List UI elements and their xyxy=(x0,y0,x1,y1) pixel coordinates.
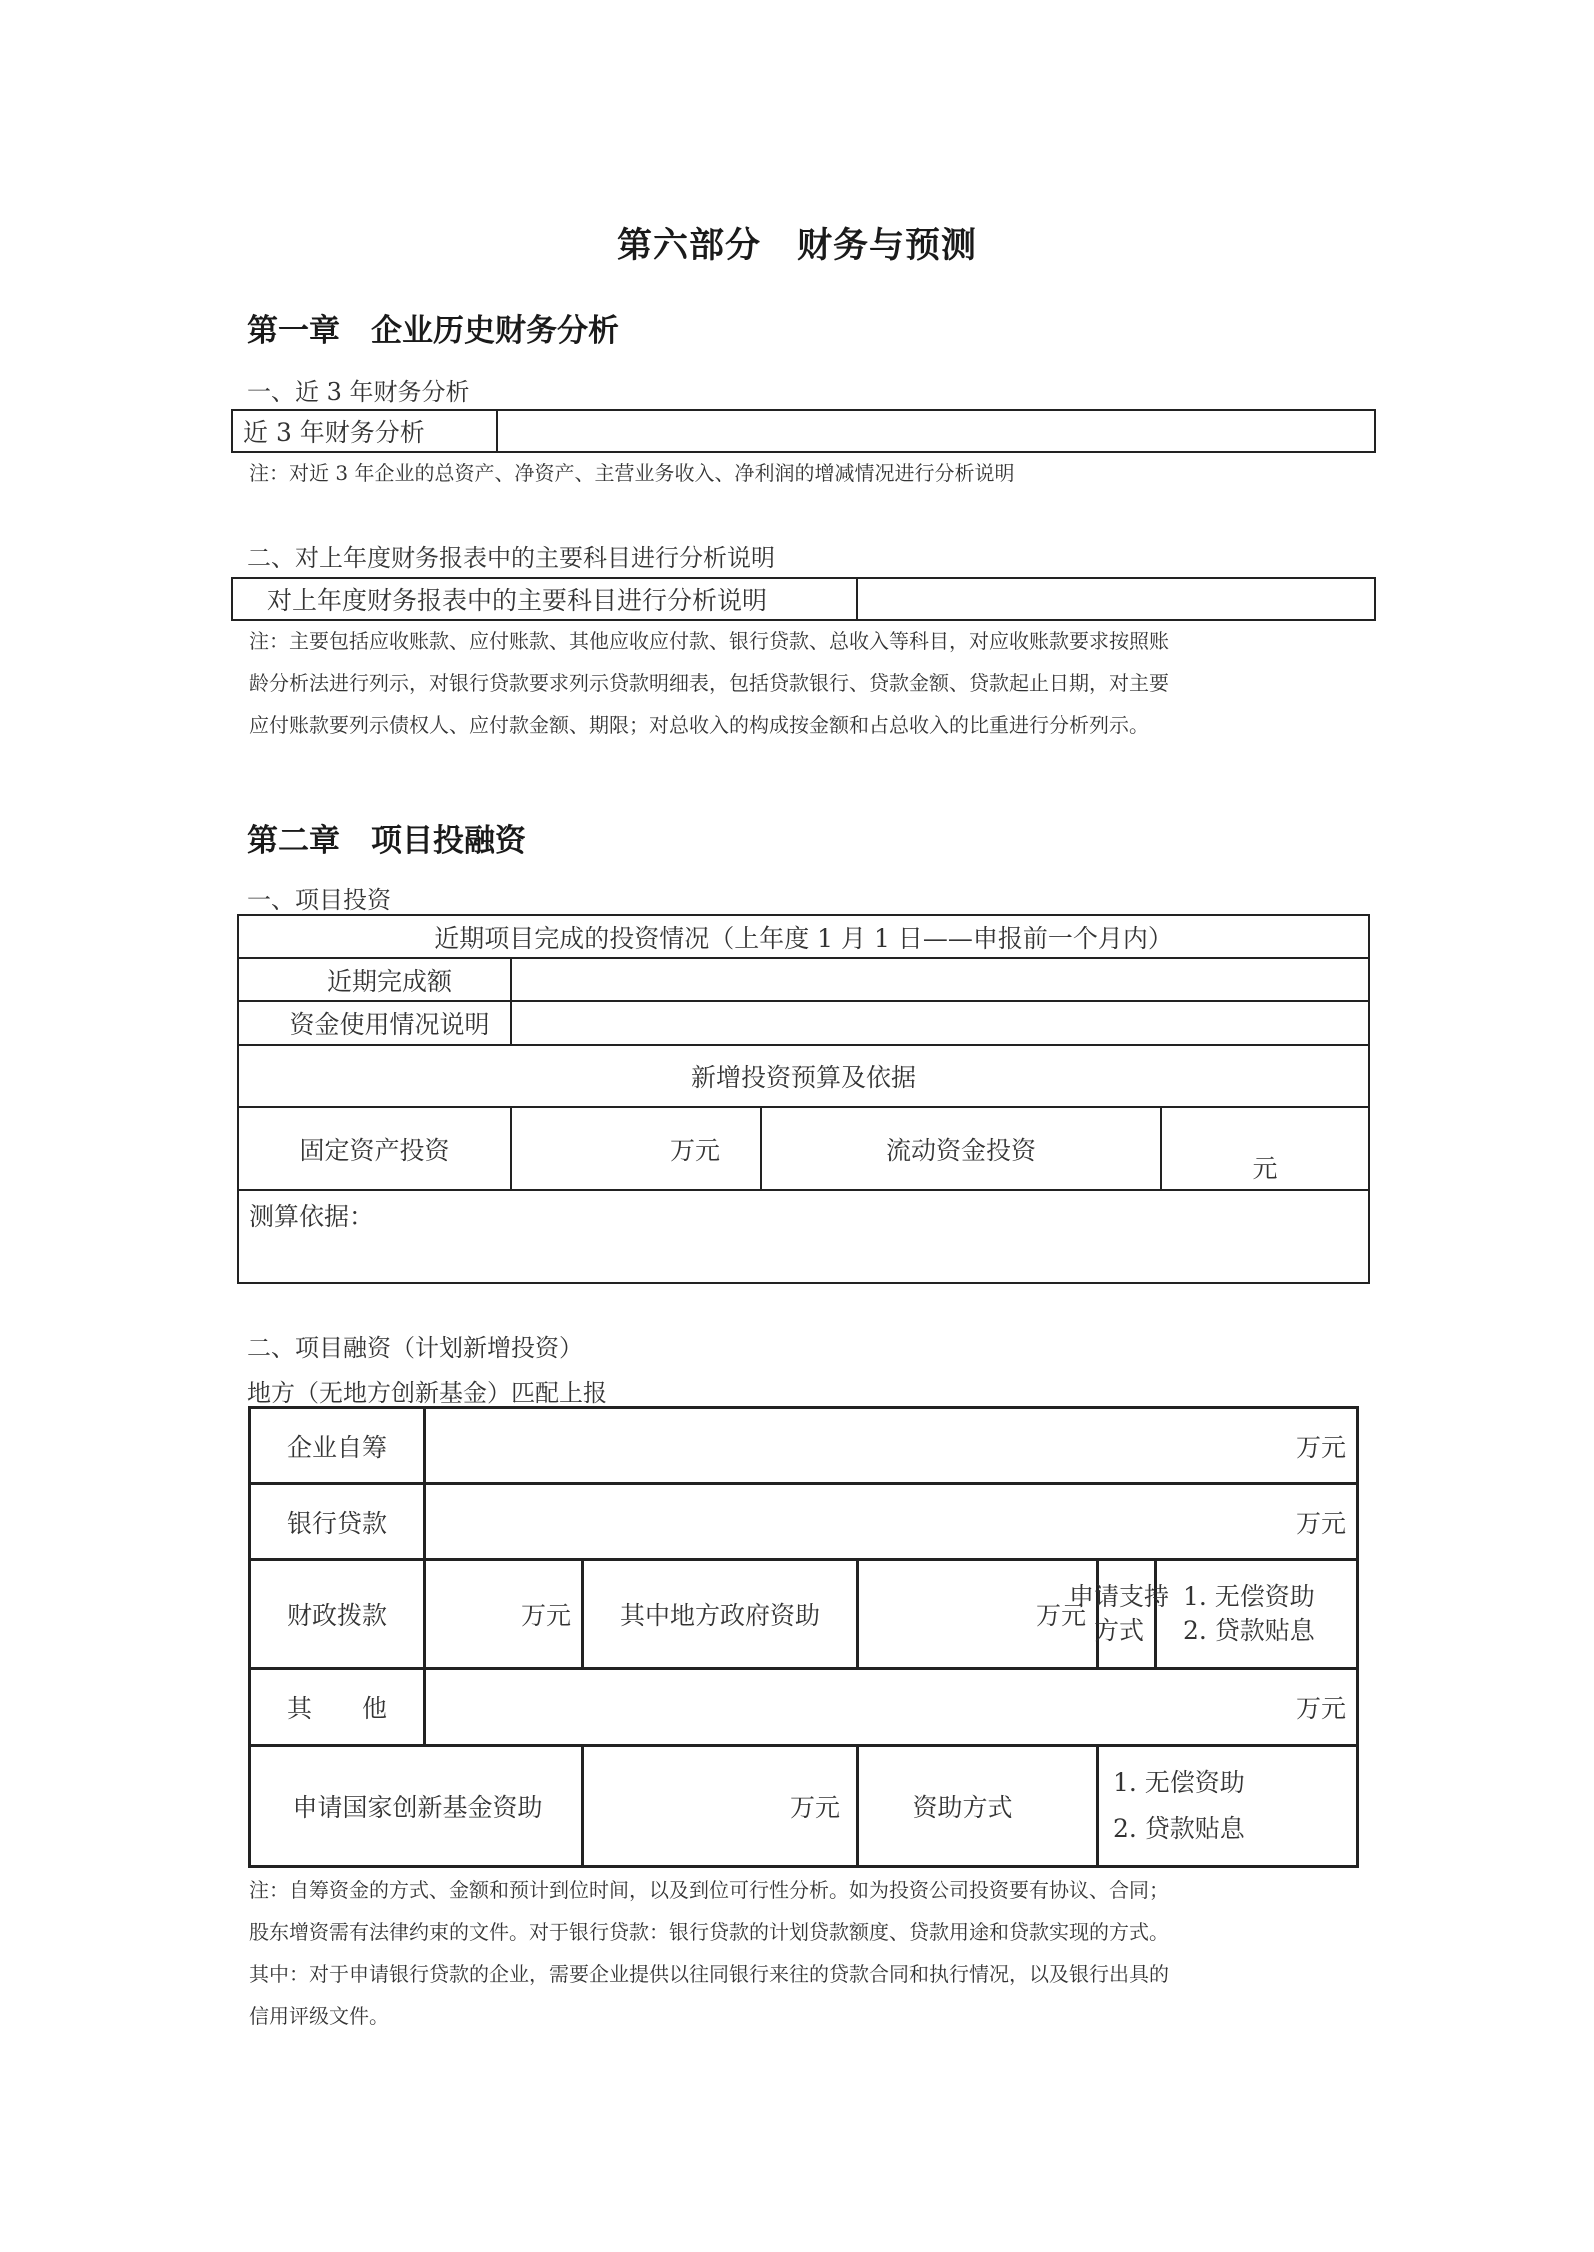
note-line: 应付账款要列示债权人、应付款金额、期限；对总收入的构成按金额和占总收入的比重进行分析列示。 xyxy=(249,713,1149,737)
fixed-asset-label: 固定资产投资 xyxy=(238,1107,511,1190)
section-heading-financing: 二、项目融资（计划新增投资） xyxy=(247,1334,583,1362)
table-label: 近 3 年财务分析 xyxy=(232,410,497,452)
support-option: 1. 无偿资助 xyxy=(1183,1582,1315,1611)
note-line: 其中：对于申请银行贷款的企业，需要企业提供以往同银行来往的贷款合同和执行情况，以及银行出具的 xyxy=(249,1962,1169,1986)
investment-table xyxy=(237,914,1370,1284)
other-unit: 万元 xyxy=(425,1669,1358,1746)
local-gov-unit: 万元 xyxy=(858,1560,1098,1669)
funding-mode-options xyxy=(1098,1746,1358,1867)
note-line: 注：自筹资金的方式、金额和预计到位时间，以及到位可行性分析。如为投资公司投资要有协议、合同； xyxy=(249,1878,1169,1902)
note-line: 信用评级文件。 xyxy=(249,2004,389,2028)
note-financing xyxy=(249,1869,1169,2037)
table-label: 对上年度财务报表中的主要科目进行分析说明 xyxy=(232,578,857,620)
funding-option: 2. 贷款贴息 xyxy=(1113,1814,1245,1843)
section-heading-statements: 二、对上年度财务报表中的主要科目进行分析说明 xyxy=(247,544,775,572)
self-raised-unit: 万元 xyxy=(425,1408,1358,1484)
financing-subheading: 地方（无地方创新基金）匹配上报 xyxy=(247,1379,607,1407)
financing-table xyxy=(248,1406,1359,1868)
section-heading-3yr: 一、近 3 年财务分析 xyxy=(247,378,470,406)
working-capital-unit: 元 xyxy=(1161,1107,1369,1190)
support-mode-options xyxy=(1156,1560,1358,1669)
fund-usage-value xyxy=(511,1001,1369,1045)
support-option: 2. 贷款贴息 xyxy=(1183,1616,1315,1645)
calculation-basis: 测算依据： xyxy=(238,1190,1369,1283)
part-title: 第六部分 财务与预测 xyxy=(616,225,977,266)
national-fund-label: 申请国家创新基金资助 xyxy=(250,1746,583,1867)
recent-amount-value xyxy=(511,958,1369,1001)
self-raised-label: 企业自筹 xyxy=(250,1408,425,1484)
statements-analysis-table xyxy=(231,577,1376,621)
note-statements xyxy=(249,620,1169,746)
three-year-analysis-table xyxy=(231,409,1376,453)
note-line: 龄分析法进行列示，对银行贷款要求列示贷款明细表，包括贷款银行、贷款金额、贷款起止日期，对主要 xyxy=(249,671,1169,695)
value-cell xyxy=(497,410,1375,452)
bank-loan-label: 银行贷款 xyxy=(250,1484,425,1560)
chapter1-title: 第一章 企业历史财务分析 xyxy=(247,313,619,349)
note-line: 股东增资需有法律约束的文件。对于银行贷款：银行贷款的计划贷款额度、贷款用途和贷款实现的方式。 xyxy=(249,1920,1169,1944)
chapter2-title: 第二章 项目投融资 xyxy=(247,823,526,859)
fiscal-label: 财政拨款 xyxy=(250,1560,425,1669)
section-heading-investment: 一、项目投资 xyxy=(247,886,391,914)
funding-mode-label: 资助方式 xyxy=(858,1746,1098,1867)
fixed-asset-unit: 万元 xyxy=(511,1107,761,1190)
funding-option: 1. 无偿资助 xyxy=(1113,1768,1245,1797)
budget-header: 新增投资预算及依据 xyxy=(238,1045,1369,1107)
note-3yr: 注：对近 3 年企业的总资产、净资产、主营业务收入、净利润的增减情况进行分析说明 xyxy=(249,461,1015,485)
working-capital-label: 流动资金投资 xyxy=(761,1107,1161,1190)
value-cell xyxy=(857,578,1375,620)
local-gov-label: 其中地方政府资助 xyxy=(583,1560,858,1669)
bank-loan-unit: 万元 xyxy=(425,1484,1358,1560)
other-label: 其 他 xyxy=(250,1669,425,1746)
fiscal-unit: 万元 xyxy=(425,1560,583,1669)
fund-usage-label: 资金使用情况说明 xyxy=(238,1001,511,1045)
investment-header: 近期项目完成的投资情况（上年度 1 月 1 日——申报前一个月内） xyxy=(238,915,1369,958)
note-line: 注：主要包括应收账款、应付账款、其他应收应付款、银行贷款、总收入等科目，对应收账款要求按照账 xyxy=(249,629,1169,653)
support-mode-label: 申请支持 方式 xyxy=(1098,1560,1156,1669)
national-fund-unit: 万元 xyxy=(583,1746,858,1867)
recent-amount-label: 近期完成额 xyxy=(238,958,511,1001)
